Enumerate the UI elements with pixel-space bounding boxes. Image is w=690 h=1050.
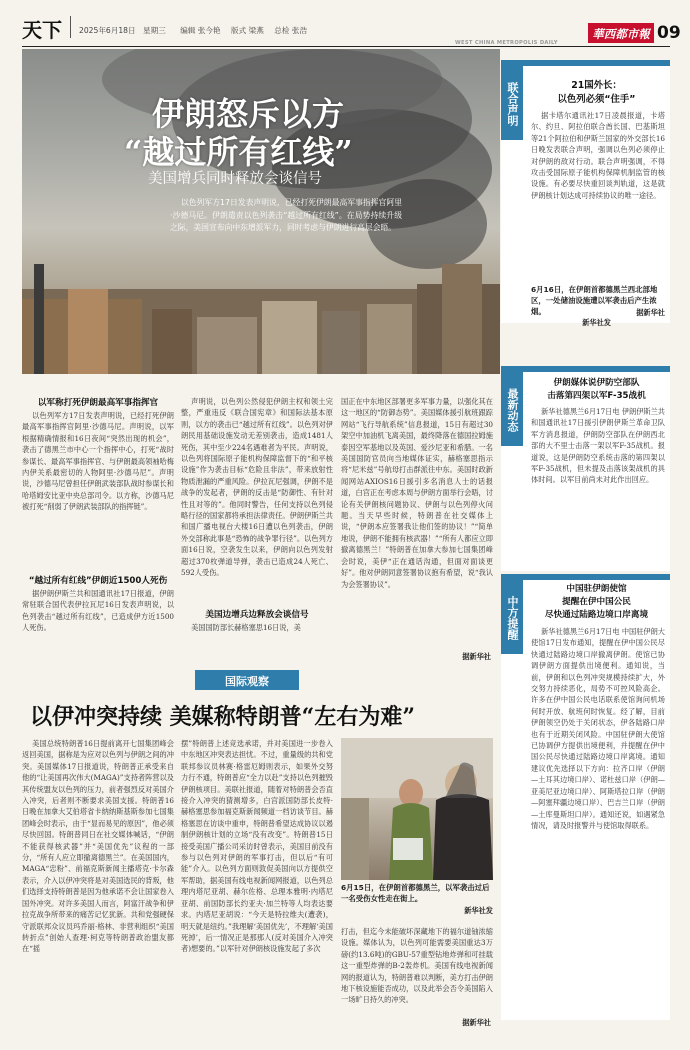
sidebar-heading: 伊朗媒体说伊防空部队 — [553, 378, 640, 388]
intl-photo-caption — [341, 882, 493, 916]
section-name: 天下 — [22, 18, 62, 42]
intl-headline: 以伊冲突持续 美媒称特朗普“左右为难” — [30, 704, 415, 730]
article-text: 国正在中东地区部署更多军事力量，以强化其在这一地区的“防御态势”。美国媒体援引航班跟踪网站“飞行导航系统”信息报道，15日有超过30架空中加油机飞离美国，最终降落在德国拉姆施泰因空军基地以及英国、爱沙尼亚和希腊。一名美国国防官员向当地媒体证实，赫格塞思指示将“尼米兹”号航母打击群派往中东。美国时政新闻网站AXIOS16日援引多名消息人士的话报道，白宫正在考虑本周与伊朗方面举行会晤，讨论有关伊朗核问题协议、伊朗与以色列停火问题。当天早些时候，特朗普在社交媒体上说，“伊朗本应签署我让他们签的协议！”“简单地说，伊朗不能拥有核武器！”“所有人都应立即撤离德黑兰！”特朗普在加拿大参加七国集团峰会时说，美伊“正在通话沟通，但面对面谈更好”。他对伊朗同意签署协议抱有希望，说“我认为会签署协议”。 — [341, 397, 493, 589]
agency-credit: 据新华社 — [462, 652, 491, 661]
article-text: 以色列军方17日发表声明说，已经打死伊朗最高军事指挥官阿里·沙德马尼。声明说，以军根据精确情报和16日夜间“突然出现的机会”，袭击了德黑兰市中心一个指挥中心，打死“战时参谋长、最高军事指挥官、与伊朗最高领袖哈梅内伊关系最密切的人物阿里·沙德马尼”。声明说，沙德马尼曾担任伊朗武装部队战时参谋长和哈塔姆安比亚中央总部司令。以方称，沙德马尼被打死“削弱了伊朗武装部队的指挥链”。 — [22, 411, 174, 512]
article-text: 打击，但迄今未能破坏深藏地下的福尔道铀浓缩设施。媒体认为，以色列可能需要美国重达3万磅(约13.6吨)的GBU-57重型钻地炸弹和可挂载这一重型炸弹的B-2轰炸机。美国有线电视新闻网的报道认为，特朗普难以判断，美方打击伊朗地下核设施能否成功，以及此举会否令美国陷入一场旷日持久的冲突。 — [341, 927, 493, 1005]
sidebar-heading: 击落第四架以军F-35战机 — [547, 391, 646, 401]
sidebar-label: 中方提醒 — [501, 574, 523, 654]
issue-weekday: 星期三 — [143, 26, 166, 35]
article-text: 摆”特朗普上述竞选承诺，并对美国进一步卷入中东地区冲突表达担忧。不过，重量级的共和党联邦参议员林赛·格雷厄姆则表示，如果外交努力行不通，特朗普应“全力以赴”支持以色列摧毁伊朗核项目。美联社报道，随着对特朗普会否直接介入冲突的猜测增多，白宫派国防部长皮特·赫格塞思参加福克斯新闻频道一档访谈节目。赫格塞思在访谈中重申，特朗普希望达成协议以遏制伊朗核计划的立场“没有改变”。特朗普15日接受美国广播公司采访时曾表示，美国目前没有参与以色列对伊朗的军事打击，但以后“有可能”介入。以色列方面则敦促美国向以方提供空军帮助，据美国有线电视新闻网报道，以色列总理内塔尼亚胡、赫尔佐格、总理本雅明·内塔尼亚胡、前国防部长约亚夫·加兰特等人均表达要求。内塔尼亚胡说：“今天是特拉维夫(遭袭)，明天就是纽约。”我理解‘美国优先’，不理解‘美国死掉’，后一情况正是那那人(反对美国介入冲突者)想要的。”以军针对伊朗核设施发起了多次 — [181, 739, 333, 954]
sidebar-heading: 尽快通过陆路边境口岸离境 — [544, 610, 649, 620]
header-meta — [79, 25, 307, 36]
section-heading: “越过所有红线”伊朗近1500人死伤 — [28, 576, 168, 586]
section-divider — [70, 16, 71, 38]
caption-credit: 新华社发 — [464, 906, 493, 915]
caption-credit: 新华社发 — [582, 318, 611, 327]
sidebar-embassy-notice — [501, 574, 670, 1020]
design-credit: 版式 梁燕 — [231, 26, 264, 35]
sidebar-heading: 中国驻伊朗使馆 — [566, 584, 627, 594]
caption-text: 6月16日，在伊朗首都德黑兰西北部地区，一处储油设施遭以军袭击后产生浓烟。 — [531, 285, 658, 316]
masthead-tagline: WEST CHINA METROPOLIS DAILY — [455, 40, 558, 46]
sidebar-text: 新华社德黑兰6月17日电 中国驻伊朗大使馆17日发布通知，提醒在伊中国公民尽快通过陆路边境口岸撤离伊朗。使馆已协调伊朗方面提供出境便利。通知说，当前，伊朗和以色列冲突规模持续扩大，外交努力持续恶化，局势不可控风险高企。许多在伊中国公民电话联系使馆询问机场何时开放、航班何时恢复。经了解，目前伊朗领空仍处于关闭状态，伊各陆路口岸也有于近期关闭风险。中国驻伊朗大使馆已协调伊方提供出境便利，并提醒在伊中国公民尽快通过陆路边境口岸离境。通知建议优先选择以下方向：拉齐口岸（伊朗—土耳其边境口岸）、诺杜兹口岸（伊朗—亚美尼亚边境口岸）、阿斯塔拉口岸（伊朗—阿塞拜疆边境口岸）、巴吉兰口岸（伊朗—土库曼斯坦口岸）。通知还说，如遇紧急情况，请及时报警并与使馆取得联系。 — [531, 627, 665, 830]
sidebar-heading: 以色列必须“住手” — [557, 94, 636, 105]
lead-summary: 以色列军方17日发表声明说，已经打死伊朗最高军事指挥官阿里·沙德马尼。伊朗遣责以色列袭击“越过所有红线”。在局势持续升级之际，美国宣布向中东增派军力，同时考虑与伊朗进行高层会晤。 — [170, 198, 402, 232]
lead-photo-caption — [501, 284, 670, 329]
caption-text: 6月15日，在伊朗首都德黑兰，以军袭击过后一名受伤女性走在街上。 — [341, 883, 490, 903]
issue-date: 2025年6月18日 — [79, 26, 136, 35]
agency-credit: 据新华社 — [636, 308, 665, 317]
sidebar-label: 联合声明 — [501, 60, 523, 140]
section-heading: 以军称打死伊朗最高军事指挥官 — [37, 398, 159, 408]
masthead-text: 華西都市報 — [592, 27, 650, 41]
sidebar-heading: 提醒在伊中国公民 — [562, 597, 631, 607]
header-rule — [22, 46, 670, 47]
banner-text: 国际观察 — [225, 675, 269, 688]
checker-credit: 总检 张浩 — [274, 26, 308, 35]
article-text: 据伊朗伊斯兰共和国通讯社17日报道，伊朗常驻联合国代表伊拉瓦尼16日发表声明说，以色列袭击“越过所有红线”，已造成伊方近1500人死伤。 — [22, 589, 174, 633]
sidebar-bar — [523, 574, 670, 580]
lead-title-line2: “越过所有红线” — [124, 133, 353, 171]
masthead-logo — [588, 23, 654, 43]
sidebar-heading: 21国外长： — [571, 80, 622, 91]
sidebar-label: 最新动态 — [501, 366, 523, 446]
lead-photo — [22, 49, 500, 374]
lead-subtitle: 美国增兵同时释放会谈信号 — [148, 171, 322, 187]
sidebar-bar — [523, 60, 670, 66]
lead-title-line1: 伊朗怒斥以方 — [152, 95, 345, 133]
sidebar-text: 新华社德黑兰6月17日电 伊朗伊斯兰共和国通讯社17日援引伊朗伊斯兰革命卫队军方消息报道，伊朗防空部队在伊朗西北部的大不里士击落一架以军F-35战机。报道说，这是伊朗防空系统击落的第四架以军F-35战机，但未提及击落该架战机的具体时间。以军目前尚未对此作出回应。 — [531, 407, 665, 485]
agency-credit: 据新华社 — [462, 1018, 491, 1027]
editor-credit: 编辑 张今艳 — [180, 26, 221, 35]
article-text: 美国总统特朗普16日提前离开七国集团峰会返回美国，据称是为应对以色列与伊朗之间的冲突。美国媒体17日报道说，特朗普正承受来自他的“让美国再次伟大(MAGA)”支持者阵营以及其传统盟友以色列的压力，前者强烈反对美国介入冲突，后者则不断要求美国支援。特朗普16日晚在加拿大艾伯塔省卡纳纳斯基斯参加七国集团峰会时表示，由于“显而易见的原因”，他必须尽快回国。特朗普同日在社交媒体喊话，“伊朗不能获得核武器”并“美国优先”议程的一部分，“所有人应立即撤离德黑兰”。在美国国内，MAGA“忠粉”、前福克斯新闻主播塔克·卡尔森表示，介入以伊冲突将是对美国选民的背叛，他们选择支持特朗普是因为他承诺不会让国家卷入国外冲突。对许多美国人而言，阿富汗战争和伊拉克战争所带来的痛苦记忆犹新。共和党强硬保守派联邦众议员玛乔丽·格林、非营利组织“美国转折点”创始人查理·柯克等特朗普政治盟友都在“摇 — [22, 739, 174, 954]
sidebar-latest — [501, 366, 670, 571]
section-heading: 美国边增兵边释放会谈信号 — [205, 610, 309, 620]
page-header — [0, 0, 690, 46]
page-number: 09 — [657, 23, 681, 43]
article-text: 美国国防部长赫格塞思16日说，美 — [191, 623, 301, 632]
intl-photo — [341, 738, 493, 880]
article-text: 声明说，以色列公然侵犯伊朗主权和领土完整，严重违反《联合国宪章》和国际法基本原则，以方的袭击已“越过所有红线”。以色列对伊朗民用基础设施发动无差别袭击，造成1481人死伤，其中至少224名遇难者为平民。声明说，以色列将国际原子能机构保障监督下的“和平核设施”作为袭击目标“危险且非法”，带来放射性物质泄漏的严重风险。伊拉瓦尼强调，伊朗不是战争的发起者，伊朗的反击是“防御性、有针对性且对等的”。他同时警告，任何支持以色列侵略行径的国家都将承担法律责任。伊朗伊斯兰共和国广播电视台大楼16日遭以色列袭击，伊朗外交部称此事是“恐怖的战争罪行径”。以色列方面16日说，空袭发生以来，伊朗向以色列发射超过370枚弹道导弹，袭击已造成24人死亡、592人受伤。 — [181, 397, 333, 578]
section-banner — [195, 670, 299, 690]
injured-woman-graphic — [341, 738, 493, 880]
sidebar-bar — [523, 366, 670, 372]
sidebar-text: 据卡塔尔通讯社17日凌晨报道，卡塔尔、约旦、阿拉伯联合酋长国、巴基斯坦等21个阿拉伯和伊斯兰国家的外交部长16日晚发表联合声明，强调以色列必须停止对伊朗的敌对行动。联合声明强调，不得攻击受国际原子能机构保障机制监管的核设施。有必要尽快重回谈判轨道，这是就伊朗核计划达成可持续协议的唯一途径。 — [531, 111, 665, 200]
